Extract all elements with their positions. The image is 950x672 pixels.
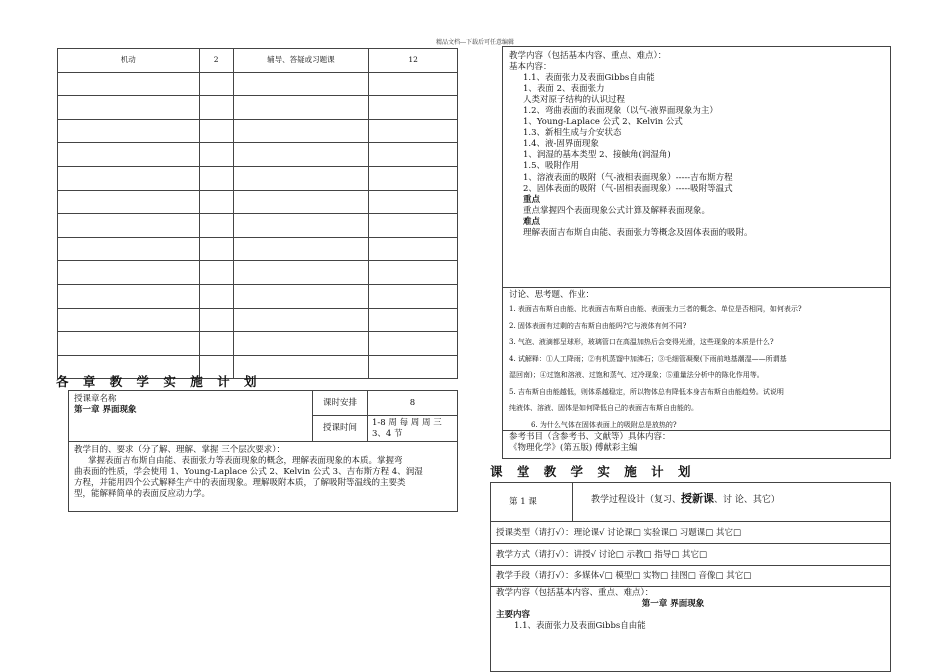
chapter-plan-title: 各 章 教 学 实 施 计 划 <box>56 374 262 389</box>
type-row: 授课类型（请打√）：理论课√ 讨论课□ 实验课□ 习题课□ 其它□ <box>491 521 890 543</box>
table-cell <box>233 214 369 238</box>
table-cell <box>199 214 233 238</box>
discussion-section <box>509 290 887 433</box>
process-bold: 授新课 <box>681 492 715 505</box>
table-cell <box>199 143 233 167</box>
class-plan-box <box>490 482 891 672</box>
table-cell <box>199 308 233 332</box>
table-cell <box>233 96 369 120</box>
table-cell <box>233 190 369 214</box>
content-line: 1.5、吸附作用 <box>523 161 580 172</box>
means-row: 教学手段（请打√）：多媒体√□ 模型□ 实物□ 挂图□ 音像□ 其它□ <box>491 565 890 586</box>
chapter-name-cell <box>69 391 313 441</box>
content-line: 1.4、液-固界面现象 <box>523 139 599 150</box>
difficult-text: 理解表面吉布斯自由能、表面张力等概念及固体表面的吸附。 <box>523 227 753 238</box>
content-plan-box <box>502 46 891 459</box>
content-line: 1.1、表面张力及表面Gibbs自由能 <box>523 73 655 84</box>
key-label: 重点 <box>523 194 541 205</box>
table-row <box>58 237 458 261</box>
divider <box>503 430 890 431</box>
table-cell <box>369 355 458 379</box>
table-cell <box>233 237 369 261</box>
table-cell <box>199 166 233 190</box>
process-prefix: 教学过程设计（复习、 <box>591 495 682 505</box>
discussion-line: 6. 为什么气体在固体表面上的吸附总是放热的? <box>531 420 677 429</box>
process-design <box>591 492 780 507</box>
table-cell <box>58 284 200 308</box>
time-value-line: 1-8 周 每 周 周 三 <box>372 418 442 428</box>
discussion-line: 湿回南)；④过饱和溶液、过饱和蒸气、过冷现象；⑤重量法分析中的陈化作用等。 <box>509 371 764 380</box>
table-row <box>58 72 458 96</box>
table-cell <box>369 308 458 332</box>
table-row <box>58 96 458 120</box>
content-line: 1、溶液表面的吸附（气-液相表面现象）-----吉布斯方程 <box>523 172 733 183</box>
table-cell <box>199 96 233 120</box>
table-cell <box>199 190 233 214</box>
chapter-plan-box <box>68 390 458 512</box>
lesson-number: 第 1 课 <box>491 483 573 521</box>
main-label: 主要内容 <box>496 610 531 621</box>
chapter-name-label: 授课章名称 <box>74 394 117 404</box>
table-cell <box>369 332 458 356</box>
table-cell <box>58 166 200 190</box>
table-cell <box>369 119 458 143</box>
content-line: 1、Young-Laplace 公式 2、Kelvin 公式 <box>523 117 683 128</box>
table-row <box>58 49 458 73</box>
table-cell <box>58 237 200 261</box>
goal-line: 方程，并能用四个公式解释生产中的表面现象。理解吸附本质，了解吸附等温线的主要类 <box>74 478 406 489</box>
content-row <box>491 586 890 672</box>
goal-label: 教学目的、要求（分了解、理解、掌握 三个层次要求）： <box>74 445 285 455</box>
table-row <box>58 119 458 143</box>
goal-line: 曲表面的性质，学会使用 1、Young-Laplace 公式 2、Kelvin 公式 3、吉布斯方程 4、润湿 <box>74 467 423 478</box>
table-cell <box>369 166 458 190</box>
table-cell <box>369 284 458 308</box>
hours-label: 课时安排 <box>313 391 368 416</box>
process-suffix: 、讨 论、其它） <box>714 495 780 505</box>
content-line: 1、润湿的基本类型 2、接触角(润湿角) <box>523 150 671 161</box>
table-cell <box>233 166 369 190</box>
goal-line: 掌握表面吉布斯自由能、表面张力等表面现象的概念，理解表面现象的本质。掌握弯 <box>88 456 403 467</box>
table-cell <box>58 308 200 332</box>
table-cell <box>233 332 369 356</box>
class-chapter: 第一章 界面现象 <box>641 599 705 610</box>
content-line: 1、表面 2、表面张力 <box>523 84 605 95</box>
table-cell <box>58 96 200 120</box>
discussion-label: 讨论、思考题、作业： <box>509 290 595 300</box>
key-text: 重点掌握四个表面现象公式计算及解释表面现象。 <box>523 205 711 216</box>
goal-line: 型，能解释简单的表面反应动力学。 <box>74 489 211 500</box>
content-label: 教学内容（包括基本内容、重点、难点）： <box>509 51 667 61</box>
table-cell <box>233 261 369 285</box>
discussion-line: 1. 表面吉布斯自由能、比表面吉布斯自由能、表面张力三者的概念、单位是否相同，如何表示? <box>509 305 802 314</box>
basic-label: 基本内容： <box>509 62 552 73</box>
table-cell <box>369 96 458 120</box>
table-cell <box>199 332 233 356</box>
table-cell <box>199 237 233 261</box>
class-content-label: 教学内容（包括基本内容、重点、难点）： <box>496 588 654 598</box>
table-row <box>58 332 458 356</box>
class-plan-title: 课 堂 教 学 实 施 计 划 <box>490 464 696 479</box>
content-line: 1.2、弯曲表面的表面现象（以气-液界面现象为主） <box>523 106 718 117</box>
table-cell <box>233 143 369 167</box>
table-cell <box>233 308 369 332</box>
table-cell <box>199 261 233 285</box>
table-cell <box>58 190 200 214</box>
discussion-line: 2. 固体表面有过剩的吉布斯自由能吗?它与液体有何不同? <box>509 321 687 330</box>
table-row <box>58 308 458 332</box>
table-cell <box>369 237 458 261</box>
table-cell <box>369 190 458 214</box>
table-cell <box>369 261 458 285</box>
table-cell <box>233 119 369 143</box>
table-cell <box>369 143 458 167</box>
divider <box>503 287 890 288</box>
table-cell <box>199 119 233 143</box>
table-cell <box>233 72 369 96</box>
table-cell <box>58 119 200 143</box>
content-line: 人类对原子结构的认识过程 <box>523 95 626 106</box>
content-section <box>509 51 887 239</box>
table-cell: 机动 <box>58 49 200 73</box>
discussion-line: 纯液体、溶液、固体是如何降低自己的表面吉布斯自由能的。 <box>509 404 698 413</box>
reference-label: 参考书目（含参考书、文献等）具体内容： <box>509 432 671 442</box>
content-line: 1.3、新相生成与介安状态 <box>523 128 622 139</box>
table-row <box>58 166 458 190</box>
chapter-name: 第一章 界面现象 <box>74 405 137 415</box>
table-row <box>58 284 458 308</box>
table-cell <box>58 332 200 356</box>
table-cell <box>58 214 200 238</box>
goal-section <box>74 445 454 500</box>
reference-text: 《物理化学》(第五版) 傅献彩主编 <box>509 443 638 454</box>
reference-section <box>509 432 887 454</box>
main-item: 1.1、表面张力及表面Gibbs自由能 <box>514 621 646 632</box>
page-header-note: 精品文档---下载后可任意编辑 <box>435 39 515 46</box>
table-cell <box>369 72 458 96</box>
chapter-plan-header-row <box>69 391 457 442</box>
table-cell: 辅导、答疑或习题课 <box>233 49 369 73</box>
content-line: 2、固体表面的吸附（气-固相表面现象）-----吸附等温式 <box>523 183 733 194</box>
table-cell <box>199 284 233 308</box>
schedule-table <box>57 48 458 379</box>
table-row <box>58 190 458 214</box>
table-cell <box>58 143 200 167</box>
discussion-line: 4. 试解释：①人工降雨；②有机蒸馏中加沸石；③毛细管凝聚(下雨前地基潮湿——所谓基 <box>509 354 787 363</box>
difficult-label: 难点 <box>523 216 541 227</box>
discussion-line: 5. 吉布斯自由能越低，则体系越稳定，所以物体总有降低本身吉布斯自由能趋势。试说明 <box>509 387 784 396</box>
time-value <box>368 416 457 441</box>
table-cell: 12 <box>369 49 458 73</box>
table-cell <box>58 261 200 285</box>
table-cell <box>233 284 369 308</box>
discussion-line: 3. 气泡、液滴都呈球形，玻璃管口在高温加热后会变得光滑，这些现象的本质是什么? <box>509 338 774 347</box>
time-value-line: 3、4 节 <box>372 429 403 440</box>
table-row <box>58 214 458 238</box>
table-row <box>58 261 458 285</box>
table-cell <box>199 72 233 96</box>
hours-value: 8 <box>368 391 457 416</box>
table-row <box>58 143 458 167</box>
method-row: 教学方式（请打√）：讲授√ 讨论□ 示教□ 指导□ 其它□ <box>491 543 890 565</box>
table-cell <box>58 72 200 96</box>
time-label: 授课时间 <box>313 416 368 441</box>
table-cell <box>369 214 458 238</box>
table-cell: 2 <box>199 49 233 73</box>
